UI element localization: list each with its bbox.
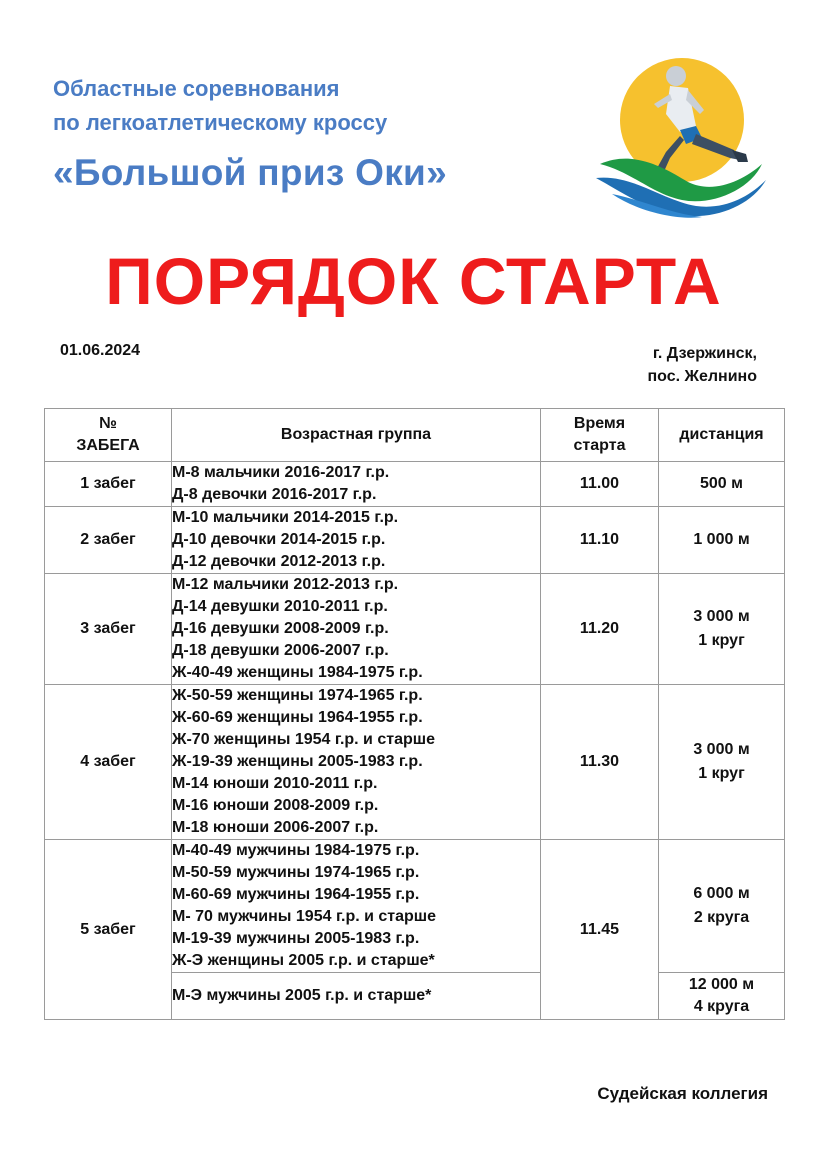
table-row <box>45 840 785 973</box>
distance: 1 000 м <box>659 507 785 574</box>
age-groups: М-10 мальчики 2014-2015 г.р. Д-10 девочки 2014-2015 г.р. Д-12 девочки 2012-2013 г.р. <box>172 507 541 574</box>
col-header-age-group: Возрастная группа <box>172 409 541 462</box>
col-header-race-no: № ЗАБЕГА <box>45 409 172 462</box>
col-header-start-time: Время старта <box>541 409 659 462</box>
distance: 500 м <box>659 462 785 507</box>
age-groups: Ж-50-59 женщины 1974-1965 г.р. Ж-60-69 женщины 1964-1955 г.р. Ж-70 женщины 1954 г.р. и старше Ж-19-39 женщины 2005-1983 г.р. М-14 юноши 2010-2011 г.р. М-16 юноши 2008-2009 г.р. М-18 юноши 2006-2007 г.р. <box>172 685 541 840</box>
table-row <box>45 574 785 685</box>
judges-signature: Судейская коллегия <box>597 1084 768 1103</box>
distance: 12 000 м 4 круга <box>659 973 785 1020</box>
page-title: ПОРЯДОК СТАРТА <box>105 244 722 318</box>
race-number: 2 забег <box>45 507 172 574</box>
header-line-2: по легкоатлетическому кроссу <box>53 110 388 135</box>
header-line-1: Областные соревнования <box>53 76 340 101</box>
age-groups: М-12 мальчики 2012-2013 г.р. Д-14 девушки 2010-2011 г.р. Д-16 девушки 2008-2009 г.р. Д-18 девушки 2006-2007 г.р. Ж-40-49 женщины 1984-1975 г.р. <box>172 574 541 685</box>
col-header-distance: дистанция <box>659 409 785 462</box>
table-header-row <box>45 409 785 462</box>
start-time: 11.10 <box>541 507 659 574</box>
table-row <box>45 462 785 507</box>
distance: 6 000 м 2 круга <box>659 840 785 973</box>
event-name: «Большой приз Оки» <box>53 152 447 193</box>
race-number: 5 забег <box>45 840 172 1020</box>
event-date: 01.06.2024 <box>60 342 141 359</box>
place-city: г. Дзержинск, <box>652 345 757 362</box>
distance: 3 000 м 1 круг <box>659 574 785 685</box>
start-time: 11.00 <box>541 462 659 507</box>
distance: 3 000 м 1 круг <box>659 685 785 840</box>
race-number: 1 забег <box>45 462 172 507</box>
start-time: 11.30 <box>541 685 659 840</box>
start-time: 11.45 <box>541 840 659 1020</box>
table-row <box>45 685 785 840</box>
race-number: 3 забег <box>45 574 172 685</box>
age-groups: М-Э мужчины 2005 г.р. и старше* <box>172 973 541 1020</box>
table-row <box>45 507 785 574</box>
race-number: 4 забег <box>45 685 172 840</box>
runner-logo-icon <box>592 54 768 219</box>
place-village: пос. Желнино <box>647 368 757 385</box>
start-time: 11.20 <box>541 574 659 685</box>
event-place <box>648 342 757 388</box>
age-groups: М-8 мальчики 2016-2017 г.р. Д-8 девочки 2016-2017 г.р. <box>172 462 541 507</box>
start-schedule-table <box>44 408 785 1020</box>
age-groups: М-40-49 мужчины 1984-1975 г.р. М-50-59 мужчины 1974-1965 г.р. М-60-69 мужчины 1964-1955 г.р. М- 70 мужчины 1954 г.р. и старше М-19-39 мужчины 2005-1983 г.р. Ж-Э женщины 2005 г.р. и старше* <box>172 840 541 973</box>
